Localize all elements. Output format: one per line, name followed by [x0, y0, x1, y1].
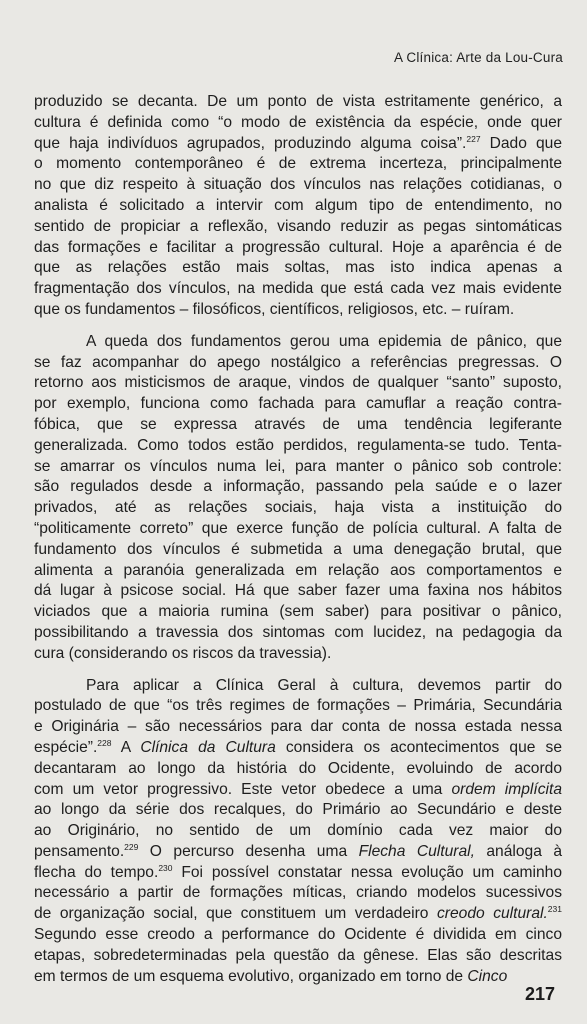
- text-line: [34, 780, 562, 801]
- text-line: [34, 300, 562, 321]
- text-run: analista é solicitado a intervir com algum tipo de entendimento, no: [34, 196, 562, 214]
- text-run: em termos de um esquema evolutivo, organizado em torno de: [34, 967, 468, 985]
- text-line: [34, 436, 562, 457]
- paragraph: [34, 332, 562, 665]
- text-line: [34, 394, 562, 415]
- text-run: se amarrar os vínculos numa lei, para manter o pânico sob controle:: [34, 457, 562, 475]
- text-line: [34, 676, 562, 697]
- text-run: se faz acompanhar do apego nostálgico a referências pregressas. O: [34, 353, 562, 371]
- text-run: que as relações estão mais soltas, mas isto indica apenas a: [34, 259, 562, 277]
- text-run: sentido de propiciar a reflexão, visando reduzir as pegas sintomáticas: [34, 217, 562, 235]
- text-run: ao Originário, no sentido de um domínio cada vez maior do: [34, 822, 562, 840]
- text-line: [34, 602, 562, 623]
- footnote-ref: 231: [547, 904, 562, 915]
- italic-text: Flecha Cultural,: [358, 842, 475, 860]
- text-line: [34, 540, 562, 561]
- text-line: [34, 353, 562, 374]
- text-run: o momento contemporâneo é de extrema incerteza, principalmente: [34, 155, 562, 173]
- text-line: [34, 279, 562, 300]
- text-run: viciados que a maioria rumina (sem saber) para positivar o pânico,: [34, 603, 562, 621]
- text-line: [34, 696, 562, 717]
- body-text: [34, 92, 562, 987]
- text-line: [34, 175, 562, 196]
- footnote-ref: 227: [466, 133, 481, 144]
- text-run: fundamento dos vínculos é submetida a uma denegação brutal, que: [34, 540, 562, 558]
- text-run: pensamento.: [34, 842, 125, 860]
- text-run: com um vetor progressivo. Este vetor obedece a uma: [34, 780, 452, 798]
- text-run: espécie”.: [34, 738, 98, 756]
- text-line: [34, 332, 562, 353]
- text-line: [34, 904, 562, 925]
- text-run: generalizada. Como todos estão perdidos, regulamenta-se tudo. Tenta-: [34, 436, 562, 454]
- text-run: A queda dos fundamentos gerou uma epidemia de pânico, que: [86, 332, 562, 350]
- text-run: decantaram ao longo da história do Ocidente, evoluindo de acordo: [34, 759, 562, 777]
- text-run: considera os acontecimentos que se: [275, 738, 562, 756]
- text-run: postulado de que “os três regimes de formações – Primária, Secundária: [34, 697, 562, 715]
- text-run: que os fundamentos – filosóficos, científicos, religiosos, etc. – ruíram.: [34, 300, 515, 318]
- text-run: possibilitando a travessia dos sintomas com lucidez, na pedagogia da: [34, 623, 562, 641]
- text-run: etapas, sobredeterminadas pela questão da gênese. Elas são descritas: [34, 946, 562, 964]
- text-line: [34, 477, 562, 498]
- text-run: “politicamente correto” que exerce função de polícia cultural. A falta de: [34, 519, 562, 537]
- text-line: [34, 967, 562, 988]
- text-run: e Originária – são necessários para dar conta de nossa estada nessa: [34, 718, 562, 736]
- text-line: [34, 623, 562, 644]
- text-line: [34, 561, 562, 582]
- text-line: [34, 113, 562, 134]
- text-run: flecha do tempo.: [34, 863, 159, 881]
- text-line: [34, 800, 562, 821]
- text-run: privados, até as relações sociais, haja vista a instituição do: [34, 499, 562, 517]
- text-run: de organização social, que constituem um verdadeiro: [34, 905, 437, 923]
- text-run: fragmentação dos vínculos, na medida que está cada vez mais evidente: [34, 280, 562, 298]
- italic-text: creodo cultural.: [436, 905, 548, 923]
- text-line: [34, 92, 562, 113]
- italic-text: Clínica da Cultura: [140, 738, 276, 756]
- text-run: no que diz respeito à situação dos vínculos nas relações cotidianas, o: [34, 176, 562, 194]
- text-line: [34, 134, 562, 155]
- text-line: [34, 196, 562, 217]
- italic-text: Cinco: [467, 967, 508, 985]
- text-run: retorno aos misticismos de araque, vindos de qualquer “santo” suposto,: [34, 374, 562, 392]
- footnote-ref: 229: [124, 841, 139, 852]
- text-run: Segundo esse creodo a performance do Ocidente é dividida em cinco: [34, 926, 562, 944]
- text-line: [34, 842, 562, 863]
- text-line: [34, 883, 562, 904]
- paragraph: [34, 92, 562, 321]
- text-run: das formações e facilitar a progressão cultural. Hoje a aparência é de: [34, 238, 562, 256]
- running-header: A Clínica: Arte da Lou-Cura: [394, 50, 563, 65]
- text-run: cura (considerando os riscos da travessia).: [34, 644, 332, 662]
- text-line: [34, 415, 562, 436]
- text-run: necessário a partir de formações míticas, criando modelos sucessivos: [34, 884, 562, 902]
- text-run: alimenta a paranóia generalizada em relação aos comportamentos e: [34, 561, 562, 579]
- text-run: por exemplo, funciona como fachada para camuflar a reação contra-: [34, 395, 562, 413]
- text-run: A: [111, 738, 141, 756]
- italic-text: ordem implícita: [451, 780, 562, 798]
- footnote-ref: 228: [97, 737, 112, 748]
- text-line: [34, 519, 562, 540]
- text-line: [34, 946, 562, 967]
- text-line: [34, 154, 562, 175]
- text-line: [34, 457, 562, 478]
- text-line: [34, 738, 562, 759]
- text-run: produzido se decanta. De um ponto de vista estritamente genérico, a: [34, 93, 562, 110]
- paragraph: [34, 676, 562, 988]
- text-line: [34, 217, 562, 238]
- text-run: análoga à: [474, 842, 562, 860]
- text-line: [34, 821, 562, 842]
- page-number: 217: [524, 984, 555, 1004]
- text-line: [34, 258, 562, 279]
- text-run: cultura é definida como “o modo de existência da espécie, onde quer: [34, 113, 562, 131]
- text-run: O percurso desenha uma: [138, 842, 359, 860]
- text-line: [34, 238, 562, 259]
- text-line: [34, 717, 562, 738]
- text-run: que haja indivíduos agrupados, produzindo alguma coisa”.: [34, 134, 467, 152]
- text-run: Foi possível constatar nessa evolução um caminho: [172, 863, 562, 881]
- text-run: Dado que: [480, 134, 562, 152]
- text-line: [34, 373, 562, 394]
- text-run: dá lugar à psicose social. Há que saber fazer uma faxina nos hábitos: [34, 582, 562, 600]
- text-line: [34, 644, 562, 665]
- text-line: [34, 759, 562, 780]
- text-run: fóbica, que se expressa através de uma tendência legiferante: [34, 415, 562, 433]
- text-line: [34, 498, 562, 519]
- text-line: [34, 925, 562, 946]
- text-line: [34, 581, 562, 602]
- text-run: ao longo da série dos recalques, do Primário ao Secundário e deste: [34, 801, 562, 819]
- text-run: Para aplicar a Clínica Geral à cultura, devemos partir do: [86, 676, 562, 694]
- footnote-ref: 230: [158, 862, 173, 873]
- text-line: [34, 863, 562, 884]
- text-run: são regulados desde a informação, passando pela saúde e o lazer: [34, 478, 562, 496]
